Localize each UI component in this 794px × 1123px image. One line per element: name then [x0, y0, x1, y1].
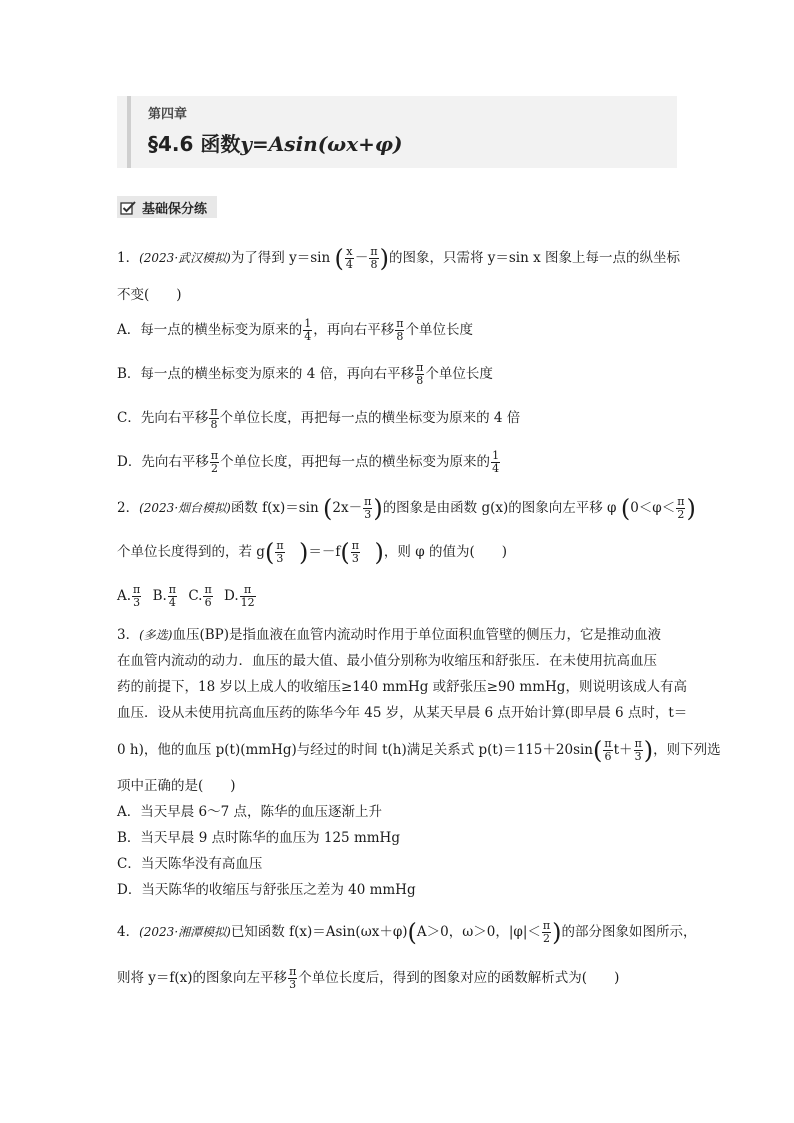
paren: (: [334, 244, 344, 273]
q3-source: (多选): [139, 628, 173, 642]
title-formula: y=Asin(ωx+φ): [240, 132, 403, 156]
q2-option-c: C. $\frac{\pi}{6}$: [188, 583, 212, 609]
section-label: 基础保分练: [142, 201, 208, 217]
checkbox-icon: [120, 200, 137, 215]
header-accent-bar: [127, 96, 131, 168]
q2-option-d: D. $\frac{\pi}{12}$: [224, 583, 255, 609]
q1-line-1: [117, 246, 680, 271]
minus: －: [354, 250, 369, 266]
q1-option-c: C．先向右平移 $\frac{\pi}{8}$ 个单位长度，再把每一点的横坐标变为原来的 4 倍: [117, 405, 521, 431]
fraction: $\frac{\pi}{8}$: [370, 245, 378, 271]
fraction: $\frac{x}{4}$: [345, 245, 353, 271]
q3-line-4: 血压．设从未使用抗高血压药的陈华今年 45 岁，从某天早晨 6 点开始计算(即早晨 6 点时，t＝: [117, 705, 688, 721]
q3-number: 3．: [117, 627, 140, 643]
q4-line-2: 则将 y＝f(x)的图象向左平移 $\frac{\pi}{3}$ 个单位长度后，得到的图象对应的函数解析式为( ): [117, 965, 620, 991]
q2-number: 2．: [117, 500, 140, 516]
q1-option-a: A．每一点的横坐标变为原来的 $\frac{1}{4}$ ，再向右平移 $\frac{\pi}{8}$ 个单位长度: [117, 317, 473, 343]
q1-option-d: D．先向右平移 $\frac{\pi}{2}$ 个单位长度，再把每一点的横坐标变为原来的 $\frac{1}{4}$: [117, 449, 500, 475]
chapter-label: 第四章: [148, 107, 188, 122]
q2-option-a: A. $\frac{\pi}{3}$: [117, 583, 141, 609]
q4-number: 4．: [117, 924, 140, 940]
q1-text: 为了得到 y＝sin: [230, 250, 331, 266]
q4-source: (2023·湘潭模拟): [139, 925, 231, 939]
q3-option-b: B．当天早晨 9 点时陈华的血压为 125 mmHg: [117, 830, 400, 846]
q1-number: 1．: [117, 250, 140, 266]
q1-text: 的图象，只需将 y＝sin x 图象上每一点的纵坐标: [388, 250, 681, 266]
page-title: [148, 128, 402, 157]
q3-line-1: 3．(多选)血压(BP)是指血液在血管内流动时作用于单位面积血管壁的侧压力，它是推动血液: [117, 627, 662, 643]
q2-line-1: 2．(2023·烟台模拟)函数 f(x)＝sin (2x－ $\frac{\pi}{3}$ )的图象是由函数 g(x)的图象向左平移 φ (0＜φ＜ $\frac{\pi}{2}$ ): [117, 494, 696, 523]
q3-line-6: 项中正确的是( ): [117, 778, 236, 794]
q1-line-2: 不变( ): [117, 287, 182, 303]
q3-line-2: 在血管内流动的动力．血压的最大值、最小值分别称为收缩压和舒张压．在未使用抗高血压: [117, 653, 657, 669]
q1-source: (2023·武汉模拟): [139, 251, 231, 265]
q3-option-a: A．当天早晨 6～7 点，陈华的血压逐渐上升: [117, 804, 383, 820]
q4-line-1: 4．(2023·湘潭模拟)已知函数 f(x)＝Asin(ωx＋φ)(A＞0，ω＞0，|φ|＜ $\frac{\pi}{2}$ )的部分图象如图所示，: [117, 918, 697, 947]
q2-option-b: B. $\frac{\pi}{4}$: [152, 583, 177, 609]
q3-option-d: D．当天陈华的收缩压与舒张压之差为 40 mmHg: [117, 882, 416, 898]
q1-option-b: B．每一点的横坐标变为原来的 4 倍，再向右平移 $\frac{\pi}{8}$ 个单位长度: [117, 361, 493, 387]
q2-line-2: 个单位长度得到的，若 g( $\frac{\pi}{3}$ )＝－f( $\frac{\pi}{3}$ )，则 φ 的值为( ): [117, 538, 507, 567]
q3-line-5: 0 h)，他的血压 p(t)(mmHg)与经过的时间 t(h)满足关系式 p(t)＝115＋20sin( $\frac{\pi}{6}$ t＋ $\frac{\pi}{3}$ )，则下列选: [117, 736, 721, 765]
q2-source: (2023·烟台模拟): [139, 501, 231, 515]
q3-option-c: C．当天陈华没有高血压: [117, 856, 263, 872]
paren: ): [379, 244, 389, 273]
q2-options: [117, 584, 263, 609]
section-heading: [117, 196, 217, 218]
q3-line-3: 药的前提下，18 岁以上成人的收缩压≥140 mmHg 或舒张压≥90 mmHg，则说明该成人有高: [117, 679, 687, 695]
title-prefix: §4.6 函数: [148, 132, 241, 156]
